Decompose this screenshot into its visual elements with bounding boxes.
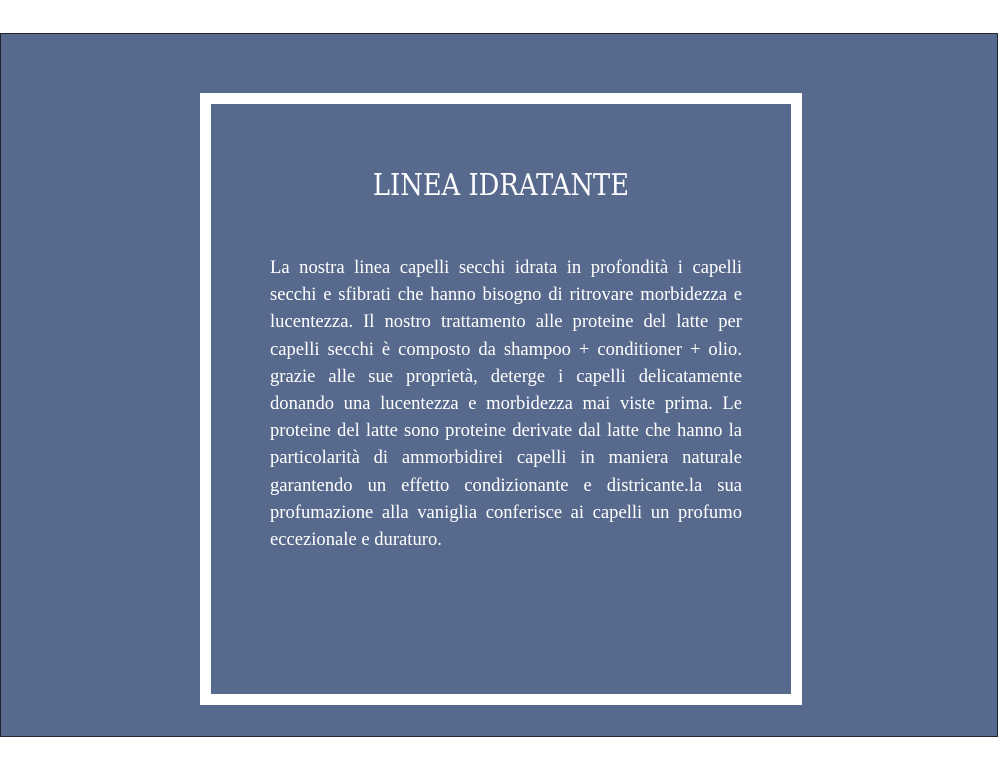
white-frame	[200, 93, 802, 705]
page-title: LINEA IDRATANTE	[372, 168, 630, 203]
description-text: La nostra linea capelli secchi idrata in profondità i capelli secchi e sfibrati che hanno bisogno di ritrovare morbidezza e lucentezza. Il nostro trattamento alle proteine del latte per capelli secchi è composto da shampoo + conditioner + olio. grazie alle sue proprietà, deterge i capelli delicatamente donando una lucentezza e morbidezza mai viste prima. Le proteine del latte sono proteine derivate dal latte che hanno la particolarità di ammorbidirei capelli in maniera naturale garantendo un effetto condizionante e districante.la sua profumazione alla vaniglia conferisce ai capelli un profumo eccezionale e duraturo.	[270, 257, 742, 551]
content-panel	[0, 33, 998, 737]
